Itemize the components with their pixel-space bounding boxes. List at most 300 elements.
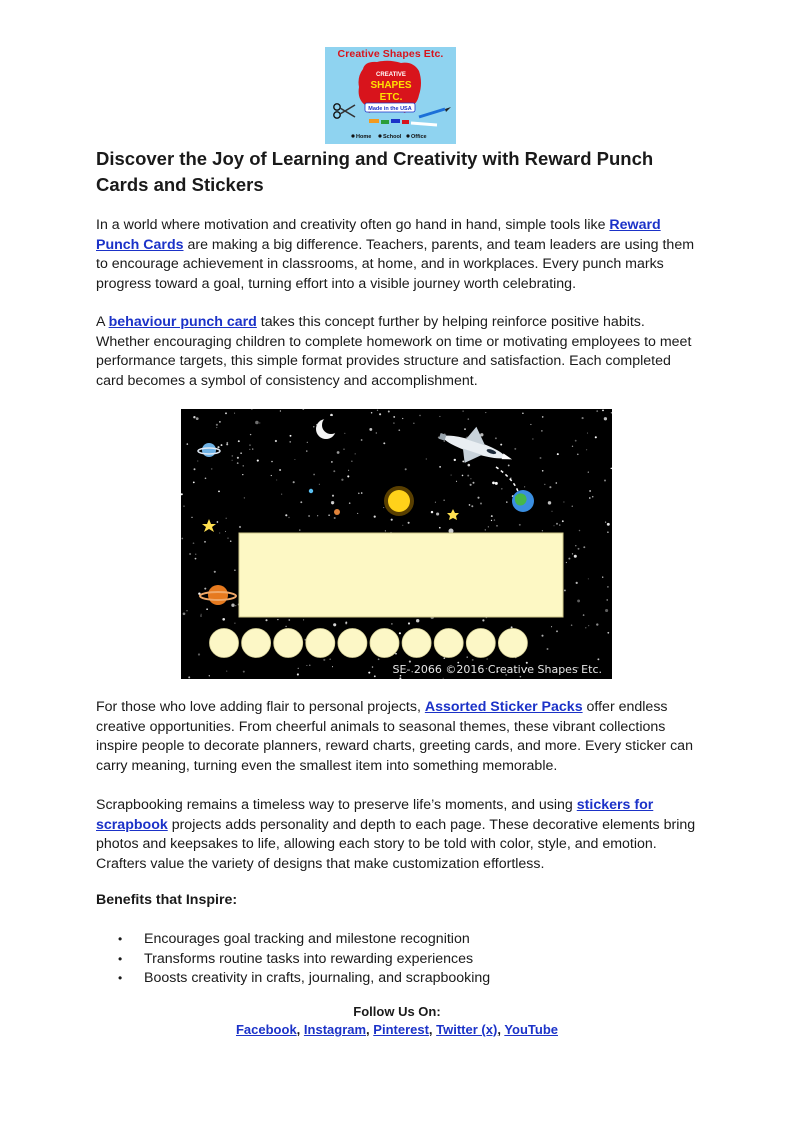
star-dot — [290, 435, 292, 437]
punch-hole — [306, 629, 335, 658]
star-dot — [495, 437, 497, 439]
star-dot — [604, 417, 607, 420]
star-dot — [480, 503, 482, 505]
star-dot — [471, 505, 473, 507]
star-dot — [431, 511, 433, 513]
punch-hole — [338, 629, 367, 658]
star-dot — [522, 413, 524, 415]
star-dot — [225, 412, 227, 414]
star-dot — [237, 462, 239, 464]
star-dot — [576, 582, 578, 584]
star-dot — [226, 670, 227, 671]
star-dot — [500, 444, 502, 446]
star-dot — [209, 675, 210, 676]
logo-artwork — [325, 47, 456, 144]
star-dot — [439, 416, 440, 417]
star-dot — [217, 446, 219, 448]
star-dot — [592, 496, 594, 498]
star-dot — [197, 460, 198, 461]
star-dot — [298, 668, 299, 669]
star-dot — [542, 470, 544, 472]
star-dot — [605, 521, 606, 522]
star-dot — [467, 656, 468, 657]
star-dot — [361, 492, 363, 494]
space-punch-card-image — [181, 409, 612, 679]
star-dot — [492, 482, 495, 485]
star-dot — [279, 469, 281, 471]
card-caption: SE- 2066 ©2016 Creative Shapes Etc. — [392, 663, 602, 676]
star-dot — [193, 542, 195, 544]
star-dot — [485, 529, 486, 530]
star-dot — [393, 422, 395, 424]
star-dot — [551, 511, 552, 512]
star-dot — [572, 446, 573, 447]
star-dot — [595, 436, 597, 438]
star-dot — [408, 622, 410, 624]
link-separator: , — [497, 1022, 505, 1037]
star-dot — [225, 531, 226, 532]
star-dot — [462, 475, 464, 477]
star-dot — [454, 459, 456, 461]
star-dot — [249, 449, 250, 450]
space-shuttle-icon — [434, 417, 518, 477]
star-dot — [289, 441, 291, 443]
star-dot — [426, 458, 427, 459]
paragraph-text: A — [96, 314, 109, 330]
star-dot — [265, 619, 267, 621]
benefits-list — [96, 930, 696, 989]
star-dot — [195, 554, 196, 555]
star-dot — [186, 610, 187, 611]
star-dot — [221, 444, 223, 446]
star-dot — [413, 423, 414, 424]
star-dot — [482, 619, 484, 621]
star-dot — [572, 553, 573, 554]
bullet-icon: • — [118, 932, 123, 946]
logo-category-office: Office — [411, 134, 427, 140]
link-separator: , — [428, 1022, 437, 1037]
star-dot — [255, 421, 259, 425]
pinterest-link[interactable]: Pinterest — [373, 1022, 429, 1037]
stickers-for-scrapbook-link[interactable]: stickers for scrapbook — [96, 797, 654, 833]
benefits-heading: Benefits that Inspire: — [96, 892, 238, 908]
star-dot — [541, 635, 543, 637]
earth-icon — [512, 490, 534, 512]
star-dot — [299, 529, 300, 530]
star-dot — [575, 545, 576, 546]
star-dot — [589, 490, 591, 492]
star-dot — [583, 546, 585, 548]
star-dot — [374, 516, 376, 518]
star-dot — [226, 442, 228, 444]
star-dot — [582, 417, 584, 419]
star-dot — [405, 468, 407, 470]
star-dot — [605, 609, 608, 612]
star-dot — [358, 493, 360, 495]
star-dot — [607, 523, 610, 526]
star-dot — [491, 520, 492, 521]
star-dot — [602, 410, 604, 412]
star-dot — [219, 532, 220, 533]
star-dot — [443, 678, 444, 679]
logo-category-school: School — [383, 134, 402, 140]
star-dot — [559, 525, 560, 526]
star-dot — [231, 604, 234, 607]
star-dot — [588, 625, 589, 626]
star-dot — [597, 658, 599, 660]
logo-category-home: Home — [356, 134, 372, 140]
star-dot — [596, 410, 598, 412]
star-dot — [514, 448, 516, 450]
star-dot — [501, 488, 503, 490]
company-logo[interactable] — [325, 47, 456, 144]
star-dot — [288, 517, 289, 518]
star-dot — [368, 672, 370, 674]
star-dot — [308, 515, 310, 517]
star-dot — [464, 428, 466, 430]
star-dot — [238, 440, 240, 442]
pencils-icon — [411, 107, 451, 125]
star-dot — [391, 623, 393, 625]
star-dot — [377, 410, 378, 411]
star-dot — [587, 433, 588, 434]
star-dot — [189, 553, 191, 555]
star-dot — [388, 411, 390, 413]
star-dot — [271, 475, 272, 476]
reward-punch-cards-link[interactable]: Reward Punch Cards — [96, 217, 661, 253]
star-dot — [544, 484, 545, 485]
star-dot — [564, 589, 566, 591]
star-dot — [607, 586, 609, 588]
star-dot — [588, 472, 589, 473]
star-dot — [456, 481, 457, 482]
star-dot — [187, 443, 189, 445]
star-dot — [439, 527, 441, 529]
star-dot — [333, 470, 335, 472]
star-dot — [542, 530, 543, 531]
star-dot — [227, 538, 228, 539]
star-dot — [344, 433, 345, 434]
star-dot — [477, 497, 479, 499]
star-dot — [285, 626, 286, 627]
star-dot — [391, 519, 393, 521]
star-dot — [511, 626, 513, 628]
star-dot — [250, 434, 251, 435]
list-item-text: Encourages goal tracking and milestone recognition — [144, 931, 470, 947]
star-dot — [530, 424, 531, 425]
star-dot — [473, 482, 475, 484]
paragraph-text: takes this concept further by helping reinforce positive habits. Whether encouraging children to complete homework on time or motivating employees to meet performance targets, this simple format provides structure and satisfaction. Each completed card becomes a symbol of consistency and accomplishment. — [96, 314, 692, 389]
star-dot — [234, 413, 235, 414]
star-dot — [506, 501, 507, 502]
star-dot — [234, 623, 235, 624]
punch-hole — [242, 629, 271, 658]
star-dot — [194, 468, 196, 470]
star-dot — [306, 665, 307, 666]
logo-badge-line-1: CREATIVE — [376, 72, 406, 78]
sun-icon — [384, 486, 414, 516]
star-dot — [217, 521, 219, 523]
star-dot — [487, 658, 488, 659]
star-dot — [219, 421, 221, 423]
star-dot — [196, 417, 199, 420]
star-dot — [468, 464, 471, 467]
star-dot — [193, 416, 195, 418]
star-dot — [485, 412, 486, 413]
star-dot — [371, 412, 373, 414]
punch-holes — [210, 629, 528, 658]
paragraph-text: projects adds personality and depth to each page. These decorative elements bring photos and keepsakes to life, allowing each story to be told with color, style, and emotion. Crafters value the variety of designs that make customization effortless. — [96, 816, 696, 872]
star-dot — [399, 632, 401, 634]
list-item-text: Boosts creativity in crafts, journaling, and scrapbooking — [144, 970, 491, 986]
star-dot — [343, 449, 344, 450]
reward-name-area — [239, 533, 563, 617]
star-dot — [470, 484, 472, 486]
star-dot — [232, 460, 233, 461]
star-dot — [204, 588, 206, 590]
star-dot — [496, 525, 497, 526]
star-dot — [193, 481, 195, 483]
paragraph-text: In a world where motivation and creativity often go hand in hand, simple tools like — [96, 217, 610, 233]
star-dot — [444, 440, 446, 442]
star-dot — [494, 519, 495, 520]
star-dot — [347, 475, 349, 477]
star-dot — [226, 443, 228, 445]
star-dot — [568, 558, 570, 560]
star-dot — [355, 453, 356, 454]
star-dot — [399, 677, 401, 679]
star-dot — [345, 622, 347, 624]
star-dot — [540, 457, 542, 459]
star-dot — [369, 428, 372, 431]
link-separator: , — [366, 1022, 374, 1037]
star-dot — [309, 665, 310, 666]
star-dot — [607, 531, 609, 533]
instagram-link[interactable]: Instagram — [303, 1022, 367, 1037]
star-dot — [206, 608, 208, 610]
star-dot — [181, 538, 183, 540]
star-dot — [444, 500, 445, 501]
star-dot — [205, 477, 207, 479]
star-dot — [235, 605, 236, 606]
star-dot — [436, 512, 439, 515]
star-dot — [378, 658, 380, 660]
star-dot — [439, 466, 441, 468]
star-dot — [331, 461, 333, 463]
assorted-sticker-packs-link[interactable]: Assorted Sticker Packs — [424, 699, 583, 715]
star-dot — [588, 578, 589, 579]
star-dot — [551, 626, 552, 627]
youtube-link[interactable]: YouTube — [504, 1022, 558, 1037]
star-dot — [181, 493, 183, 495]
star-dot — [234, 569, 235, 570]
star-dot — [198, 653, 200, 655]
star-dot — [578, 548, 580, 550]
star-dot — [443, 657, 445, 659]
star-dot — [257, 460, 259, 462]
star-dot — [557, 453, 559, 455]
star-dot — [563, 501, 564, 502]
follow-us-title: Follow Us On: — [353, 1004, 441, 1019]
star-dot — [519, 524, 521, 526]
star-dot — [293, 481, 295, 483]
star-dot — [183, 612, 186, 615]
star-dot — [574, 555, 577, 558]
behaviour-paragraph — [96, 313, 696, 391]
bullet-icon: • — [118, 951, 123, 966]
ringed-planet-blue-icon — [198, 443, 220, 457]
star-dot — [548, 501, 551, 504]
star-dot — [554, 525, 555, 526]
star-dot — [216, 424, 218, 426]
star-dot — [313, 474, 315, 476]
star-dot — [337, 451, 340, 454]
star-dot — [488, 526, 489, 527]
behaviour-punch-card-link[interactable]: behaviour punch card — [108, 314, 257, 330]
star-dot — [566, 562, 567, 563]
paragraph-text: are making a big difference. Teachers, parents, and team leaders are using them to encourage achievement in classrooms, at home, and in workplaces. Every punch marks progress toward a goal, turning effort into a visible journey worth celebrating. — [96, 236, 695, 292]
star-dot — [602, 576, 603, 577]
page-title: Discover the Joy of Learning and Creativity with Reward Punch Cards and Stickers — [96, 148, 654, 195]
logo-made-in: Made in the USA — [368, 106, 412, 112]
star-dot — [393, 416, 395, 418]
star-dot — [323, 659, 325, 661]
star-dot — [416, 619, 419, 622]
star-dot — [214, 571, 216, 573]
star-dot — [611, 412, 612, 413]
paragraph-text: Scrapbooking remains a timeless way to preserve life’s moments, and using — [96, 797, 577, 813]
star-dot — [435, 502, 436, 503]
star-dot — [225, 518, 226, 519]
star-dot — [332, 495, 334, 497]
star-dot — [462, 460, 464, 462]
star-dot — [349, 502, 351, 504]
star-dot — [288, 619, 290, 621]
star-dot — [398, 429, 400, 431]
star-dot — [334, 517, 336, 519]
star-dot — [470, 478, 471, 479]
star-dot — [577, 599, 580, 602]
twitter-link[interactable]: Twitter (x) — [436, 1022, 498, 1037]
star-dot — [204, 541, 206, 543]
star-dot — [330, 659, 331, 660]
punch-hole — [274, 629, 303, 658]
star-dot — [297, 673, 299, 675]
list-item-text: Transforms routine tasks into rewarding experiences — [144, 950, 474, 967]
star-dot — [402, 525, 403, 526]
logo-title: Creative Shapes Etc. — [337, 48, 444, 60]
punch-hole — [370, 629, 399, 658]
star-dot — [211, 468, 213, 470]
star-dot — [313, 426, 314, 427]
small-planet-icon — [334, 509, 340, 515]
star-dot — [583, 614, 585, 616]
list-item — [96, 950, 696, 970]
star-dot — [495, 482, 498, 485]
star-dot — [216, 427, 217, 428]
star-dot — [607, 632, 609, 634]
star-dot — [242, 474, 243, 475]
star-dot — [302, 409, 304, 410]
star-dot — [218, 491, 220, 493]
star-dot — [579, 530, 581, 532]
star-dot — [379, 413, 381, 415]
scissors-icon — [334, 104, 355, 118]
sticker-packs-paragraph — [96, 698, 696, 776]
star-icon — [447, 509, 459, 520]
star-dot — [402, 418, 403, 419]
facebook-link[interactable]: Facebook — [235, 1022, 297, 1037]
crayons-icon — [369, 119, 409, 124]
star-dot — [532, 438, 533, 439]
star-dot — [201, 614, 202, 615]
star-dot — [294, 459, 295, 460]
star-dot — [244, 497, 245, 498]
punch-hole — [466, 629, 495, 658]
intro-paragraph — [96, 216, 696, 294]
star-dot — [562, 520, 564, 522]
star-dot — [585, 627, 586, 628]
star-dot — [239, 526, 241, 528]
star-dot — [275, 440, 277, 442]
star-dot — [328, 515, 329, 516]
logo-badge-line-2: SHAPES — [370, 80, 412, 91]
star-dot — [372, 666, 374, 668]
star-icon — [202, 519, 216, 532]
star-dot — [306, 450, 307, 451]
star-dot — [611, 468, 612, 470]
star-dot — [251, 409, 252, 410]
star-dot — [451, 475, 452, 476]
moon-icon — [316, 416, 340, 439]
star-dot — [281, 494, 282, 495]
star-dot — [468, 418, 469, 419]
list-item — [96, 969, 696, 989]
star-dot — [606, 599, 607, 600]
star-dot — [259, 422, 260, 423]
list-item — [96, 930, 696, 950]
star-dot — [604, 480, 606, 482]
star-dot — [571, 624, 573, 626]
star-dot — [547, 648, 549, 650]
star-dot — [469, 504, 471, 506]
star-dot — [188, 676, 190, 678]
star-dot — [586, 449, 587, 450]
star-dot — [556, 630, 558, 632]
space-card-artwork — [181, 409, 612, 679]
star-dot — [277, 619, 278, 620]
star-dot — [232, 455, 234, 457]
star-dot — [191, 517, 192, 518]
star-dot — [307, 442, 308, 443]
star-dot — [395, 653, 397, 655]
star-dot — [524, 486, 525, 487]
star-dot — [183, 505, 185, 507]
star-dot — [300, 501, 302, 503]
star-dot — [555, 482, 557, 484]
star-dot — [243, 465, 244, 466]
star-dot — [376, 432, 377, 433]
star-dot — [351, 461, 352, 462]
star-dot — [572, 506, 573, 507]
star-dot — [575, 440, 577, 442]
star-dot — [276, 479, 277, 480]
star-dot — [230, 540, 232, 542]
star-dot — [383, 442, 385, 444]
star-dot — [541, 430, 542, 431]
star-dot — [589, 497, 591, 499]
paragraph-text: For those who love adding flair to personal projects, — [96, 699, 425, 715]
